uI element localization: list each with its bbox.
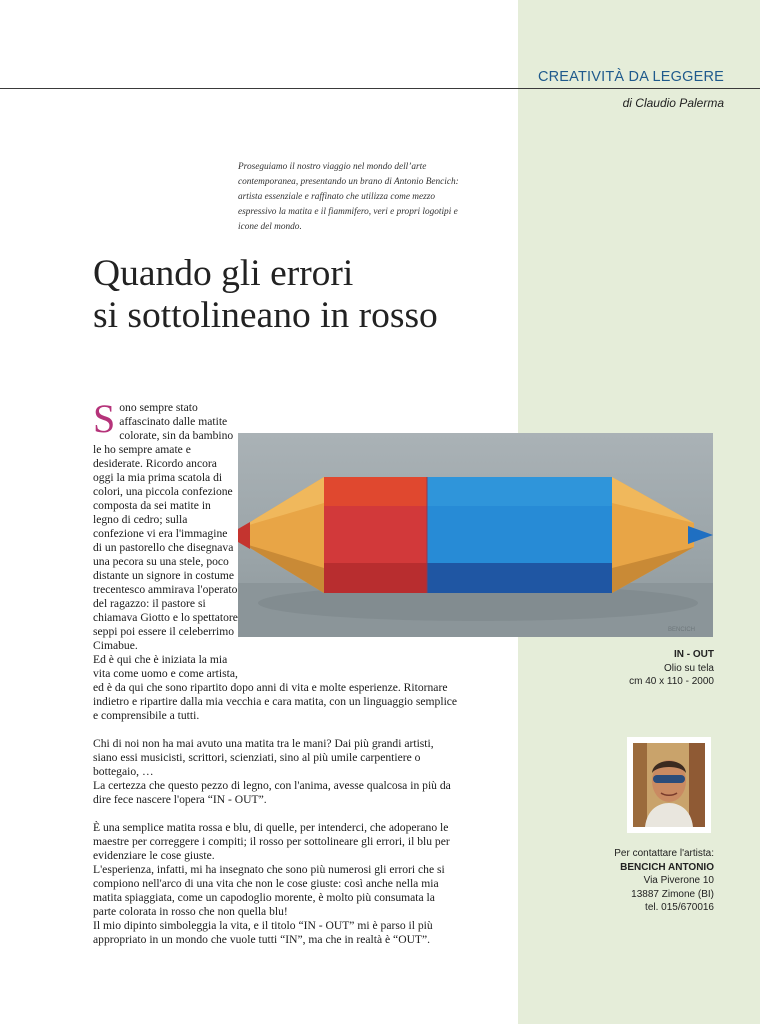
painting-signature: BENCICH (668, 627, 696, 633)
artist-portrait-icon (633, 743, 705, 827)
paragraph-1-text: ono sempre stato affascinato dalle matite colorate, sin da bambino le ho sempre amate e desiderate. Ricordo ancora oggi la mia prima scatola di colori, una piccola confezione composta da sei matite in legno di cedro; sulla confezione vi era l'immagine di un pastorello che disegnava una pecora su una stele, poco distante un signore in costume trecentesco ammirava l'operato del ragazzo: il pastore si chiamava Giotto e lo spettatore seppi poi essere il celeberrimo Cimabue. (93, 401, 238, 652)
title-line-1: Quando gli errori (93, 253, 354, 294)
header-rule (0, 88, 760, 89)
artist-photo (627, 737, 711, 833)
section-title: CREATIVITÀ DA LEGGERE (537, 69, 724, 85)
paragraph-2: Ed è qui che è iniziata la mia vita come uomo e come artista, ed è da qui che sono ripartito dopo anni di vita e molte esperienze. Ritornare indietro e ripartire dalla mia vecchia e cara matita, con un linguaggio semplice e comprensibile a tutti. (93, 653, 458, 722)
contact-street: Via Piverone 10 (643, 875, 714, 886)
contact-city: 13887 Zimone (BI) (631, 888, 714, 900)
artist-name: BENCICH ANTONIO (620, 861, 714, 873)
painting-title: IN - OUT (674, 649, 714, 660)
paragraph-6: L'esperienza, infatti, mi ha insegnato che sono più numerosi gli errori che si compiono nell'arco di una vita che non le cose giuste: così anche nella mia matita spiaggiata, come un capodoglio morente, è molto più consumata la parte colorata in rosso che non quella blu! (93, 863, 445, 918)
article-title (93, 253, 513, 337)
artist-contact (614, 847, 714, 915)
contact-label: Per contattare l'artista: (614, 848, 714, 859)
painting-size: cm 40 x 110 - 2000 (629, 676, 714, 687)
painting-image (238, 433, 713, 637)
painting-caption (629, 648, 714, 689)
drop-cap: S (93, 396, 116, 441)
byline: di Claudio Palerma (622, 96, 724, 110)
pencil-painting-illustration (238, 433, 713, 637)
intro-text: Proseguiamo il nostro viaggio nel mondo dell’arte contemporanea, presentando un brano di Antonio Bencich: artista essenziale e raffinato che utilizza come mezzo espressivo la matita e il fiammifero, veri e propri logotipi e icone del mondo. (238, 162, 459, 232)
painting-medium: Olio su tela (663, 662, 714, 674)
title-line-2: si sottolineano in rosso (93, 295, 438, 336)
paragraph-3: Chi di noi non ha mai avuto una matita tra le mani? Dai più grandi artisti, siano essi musicisti, scrittori, scienziati, sino al più umile carpentiere o bottegaio, … (93, 737, 434, 778)
paragraph-4: La certezza che questo pezzo di legno, con l'anima, avesse qualcosa in più da dire fece nascere l'opera “IN - OUT”. (93, 779, 451, 806)
paragraph-7: Il mio dipinto simboleggia la vita, e il titolo “IN - OUT” mi è parso il più appropriato in un mondo che vuole tutti “IN”, ma che in realtà è “OUT”. (93, 919, 433, 946)
paragraph-5: È una semplice matita rossa e blu, di quelle, per intenderci, che adoperano le maestre per correggere i compiti; il rosso per sottolineare gli errori, il blu per evidenziare le cose giuste. (93, 821, 450, 862)
contact-phone: tel. 015/670016 (645, 902, 714, 913)
